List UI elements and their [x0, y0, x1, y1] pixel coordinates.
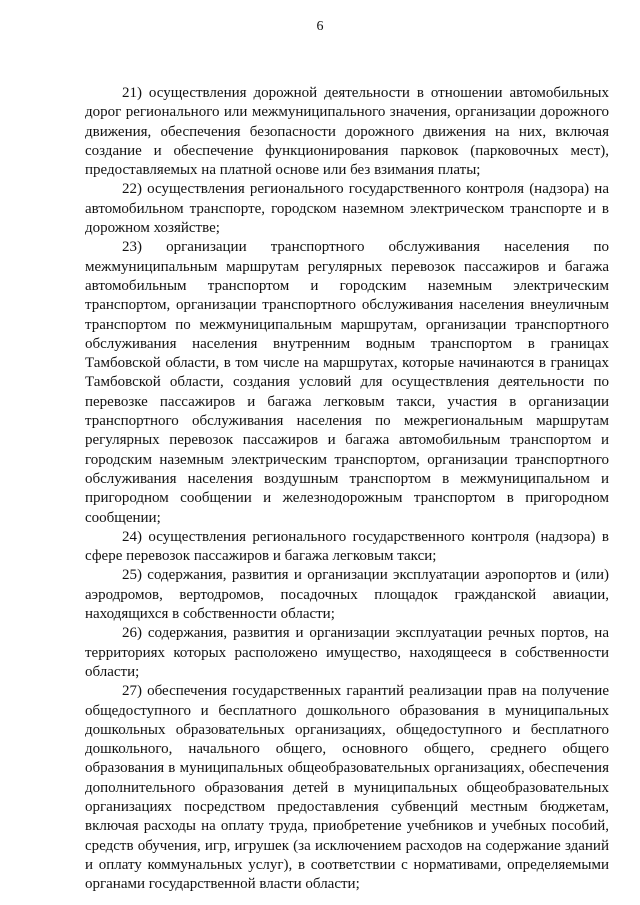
document-body	[85, 84, 609, 894]
paragraph-item-27: 27) обеспечения государственных гарантий реализации прав на получение общедоступного и бесплатного дошкольного образования в муниципальных дошкольных образовательных организациях, общедоступного и бесплатного дошкольного, начального общего, основного общего, среднего общего образования в муниципальных общеобразовательных организациях, обеспечения дополнительного образования детей в муниципальных общеобразовательных организациях посредством предоставления субвенций местным бюджетам, включая расходы на оплату труда, приобретение учебников и учебных пособий, средств обучения, игр, игрушек (за исключением расходов на содержание зданий и оплату коммунальных услуг), в соответствии с нормативами, определяемыми органами государственной власти области;	[85, 683, 609, 893]
paragraph-item-24: 24) осуществления регионального государственного контроля (надзора) в сфере перевозок пассажиров и багажа легковым такси;	[85, 528, 609, 565]
paragraph-item-25: 25) содержания, развития и организации эксплуатации аэропортов и (или) аэродромов, вертодромов, посадочных площадок гражданской авиации, находящихся в собственности области;	[85, 567, 609, 623]
paragraph-item-23: 23) организации транспортного обслуживания населения по межмуниципальным маршрутам регулярных перевозок пассажиров и багажа автомобильным транспортом и городским наземным электрическим транспортом, организации транспортного обслуживания населения внеуличным транспортом по межмуниципальным маршрутам, организации транспортного обслуживания населения внутренним водным транспортом в границах Тамбовской области, в том числе на маршрутах, которые начинаются в границах Тамбовской области, создания условий для осуществления деятельности по перевозке пассажиров и багажа легковым такси, участия в организации транспортного обслуживания населения по межрегиональным маршрутам регулярных перевозок пассажиров и багажа автомобильным транспортом и городским наземным электрическим транспортом, организации транспортного обслуживания населения воздушным транспортом в межмуниципальном и пригородном сообщении и железнодорожным транспортом в пригородном сообщении;	[85, 239, 609, 526]
paragraph-item-21: 21) осуществления дорожной деятельности в отношении автомобильных дорог регионального или межмуниципального значения, организации дорожного движения, обеспечения безопасности дорожного движения на них, включая создание и обеспечение функционирования парковок (парковочных мест), предоставляемых на платной основе или без взимания платы;	[85, 85, 609, 179]
paragraph-item-26: 26) содержания, развития и организации эксплуатации речных портов, на территориях которых расположено имущество, находящееся в собственности области;	[85, 625, 609, 680]
paragraph-item-22: 22) осуществления регионального государственного контроля (надзора) на автомобильном транспорте, городском наземном электрическом транспорте и в дорожном хозяйстве;	[85, 181, 609, 237]
page-number: 6	[316, 19, 324, 34]
